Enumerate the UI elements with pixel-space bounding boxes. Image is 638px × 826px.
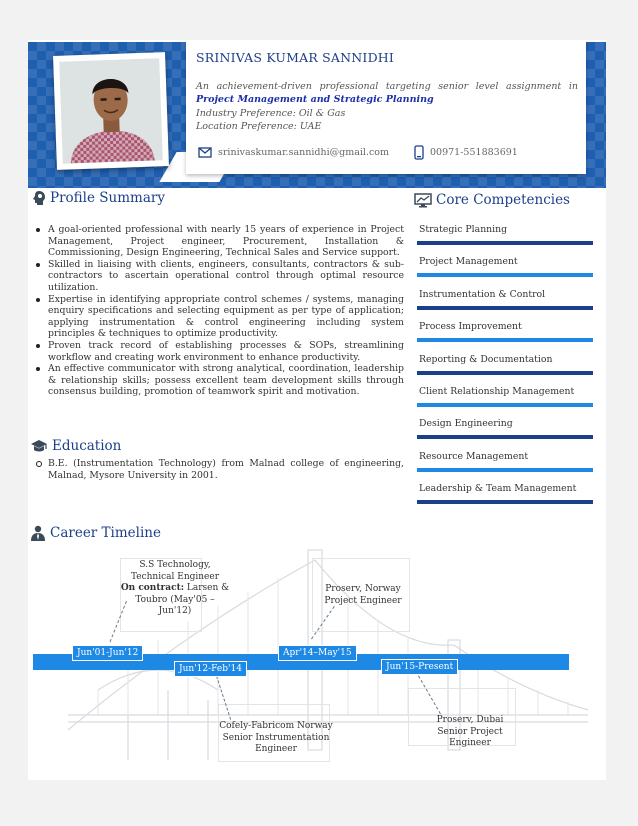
profile-photo (59, 58, 162, 163)
timeline-entry-line: Cofely-Fabricom Norway (219, 721, 333, 731)
profile-photo-frame (53, 52, 169, 170)
career-timeline-heading (30, 525, 161, 541)
timeline-period-4: Jun'15-Present (381, 659, 458, 675)
industry-preference: Industry Preference: Oil & Gas (196, 108, 346, 119)
competency-label: Resource Management (419, 450, 529, 462)
list-item: Skilled in liaising with clients, engineers, consultants, contractors & sub-contractors to ascertain operational control through optimal resource utilization. (36, 259, 404, 294)
timeline-entry-line: Senior Instrumentation (222, 732, 330, 743)
location-preference: Location Preference: UAE (196, 121, 322, 132)
timeline-entry-line: Larsen & (184, 583, 230, 593)
competency-label: Reporting & Documentation (419, 353, 553, 365)
competency-label: Leadership & Team Management (419, 483, 577, 495)
competency-label: Strategic Planning (419, 224, 508, 235)
competency-underline (417, 435, 593, 439)
competency-label: Client Relationship Management (419, 386, 575, 397)
timeline-entry-line: Technical Engineer (130, 571, 220, 582)
timeline-entry-line: Proserv, Norway (325, 584, 401, 594)
objective-text: An achievement-driven professional targeting senior level assignment in (196, 81, 578, 92)
timeline-entry-3 (318, 584, 408, 607)
timeline-entry-4 (416, 715, 524, 750)
objective-statement (196, 80, 578, 106)
core-competencies-title: Core Competencies (436, 192, 570, 208)
phone-contact[interactable] (414, 145, 518, 160)
profile-summary-title: Profile Summary (50, 190, 165, 206)
timeline-entry-line: Proserv, Dubai (436, 715, 504, 725)
competency-underline (417, 241, 593, 245)
list-item: Expertise in identifying appropriate control schemes / systems, managing enquiry specifications and selecting equipment as per type of application; applying instrumentation & control engineering including system principles & techniques to optimize productivity. (36, 294, 404, 340)
profile-summary-list (36, 224, 404, 398)
education-item: B.E. (Instrumentation Technology) from Malnad college of engineering, Malnad, Mysore University in 2001. (36, 458, 404, 481)
list-item: An effective communicator with strong analytical, coordination, leadership & relationship skills; possess excellent team development skills through consensus building, promotion of teamwork spirit and motivation. (36, 363, 404, 398)
core-competencies-heading (414, 192, 570, 208)
phone-text: 00971-551883691 (430, 147, 518, 158)
competency-underline (417, 371, 593, 375)
candidate-name: SRINIVAS KUMAR SANNIDHI (196, 50, 395, 65)
envelope-icon (198, 147, 212, 158)
career-timeline-title: Career Timeline (50, 525, 161, 541)
list-item: Proven track record of establishing processes & SOPs, streamlining workflow and creating work environment to enhance productivity. (36, 340, 404, 363)
timeline-entry-bold: On contract: (120, 583, 185, 593)
timeline-entry-line: S.S Technology, (139, 560, 211, 570)
timeline-period-1: Jun'01-Jun'12 (72, 645, 143, 661)
competency-underline (417, 403, 593, 407)
timeline-entry-line: Engineer (255, 744, 297, 754)
timeline-entry-1 (120, 560, 230, 618)
list-item: A goal-oriented professional with nearly 15 years of experience in Project Management, Project engineer, Procurement, Installation & Commissioning, Design Engineering, Technical Sales and Service support. (36, 224, 404, 259)
competency-underline (417, 306, 593, 310)
competency-underline (417, 500, 593, 504)
business-person-icon (30, 525, 46, 541)
competency-label: Project Management (419, 256, 518, 268)
competency-underline (417, 468, 593, 472)
objective-highlight: Project Management and Strategic Planning (196, 94, 434, 105)
timeline-entry-line: Project Engineer (324, 595, 402, 606)
education-heading (30, 438, 121, 454)
timeline-entry-2 (216, 721, 336, 756)
timeline-period-2: Jun'12-Feb'14 (174, 661, 247, 677)
person-portrait-icon (59, 58, 162, 163)
head-gears-icon (32, 190, 46, 206)
competency-label: Design Engineering (419, 418, 513, 430)
resume-page (28, 40, 606, 780)
timeline-period-3: Apr'14–May'15 (278, 645, 357, 661)
email-contact[interactable] (198, 147, 389, 158)
mobile-phone-icon (414, 145, 424, 160)
competency-underline (417, 338, 593, 342)
timeline-entry-line: Senior Project Engineer (437, 726, 503, 748)
graduation-cap-icon (30, 439, 48, 453)
competency-label: Process Improvement (419, 321, 522, 333)
monitor-chart-icon (414, 193, 432, 208)
profile-summary-heading (32, 190, 165, 206)
education-title: Education (52, 438, 122, 454)
competency-label: Instrumentation & Control (419, 288, 546, 300)
email-text: srinivaskumar.sannidhi@gmail.com (218, 147, 390, 158)
competency-underline (417, 273, 593, 277)
timeline-entry-line: Toubro (May'05 – Jun'12) (135, 594, 215, 616)
